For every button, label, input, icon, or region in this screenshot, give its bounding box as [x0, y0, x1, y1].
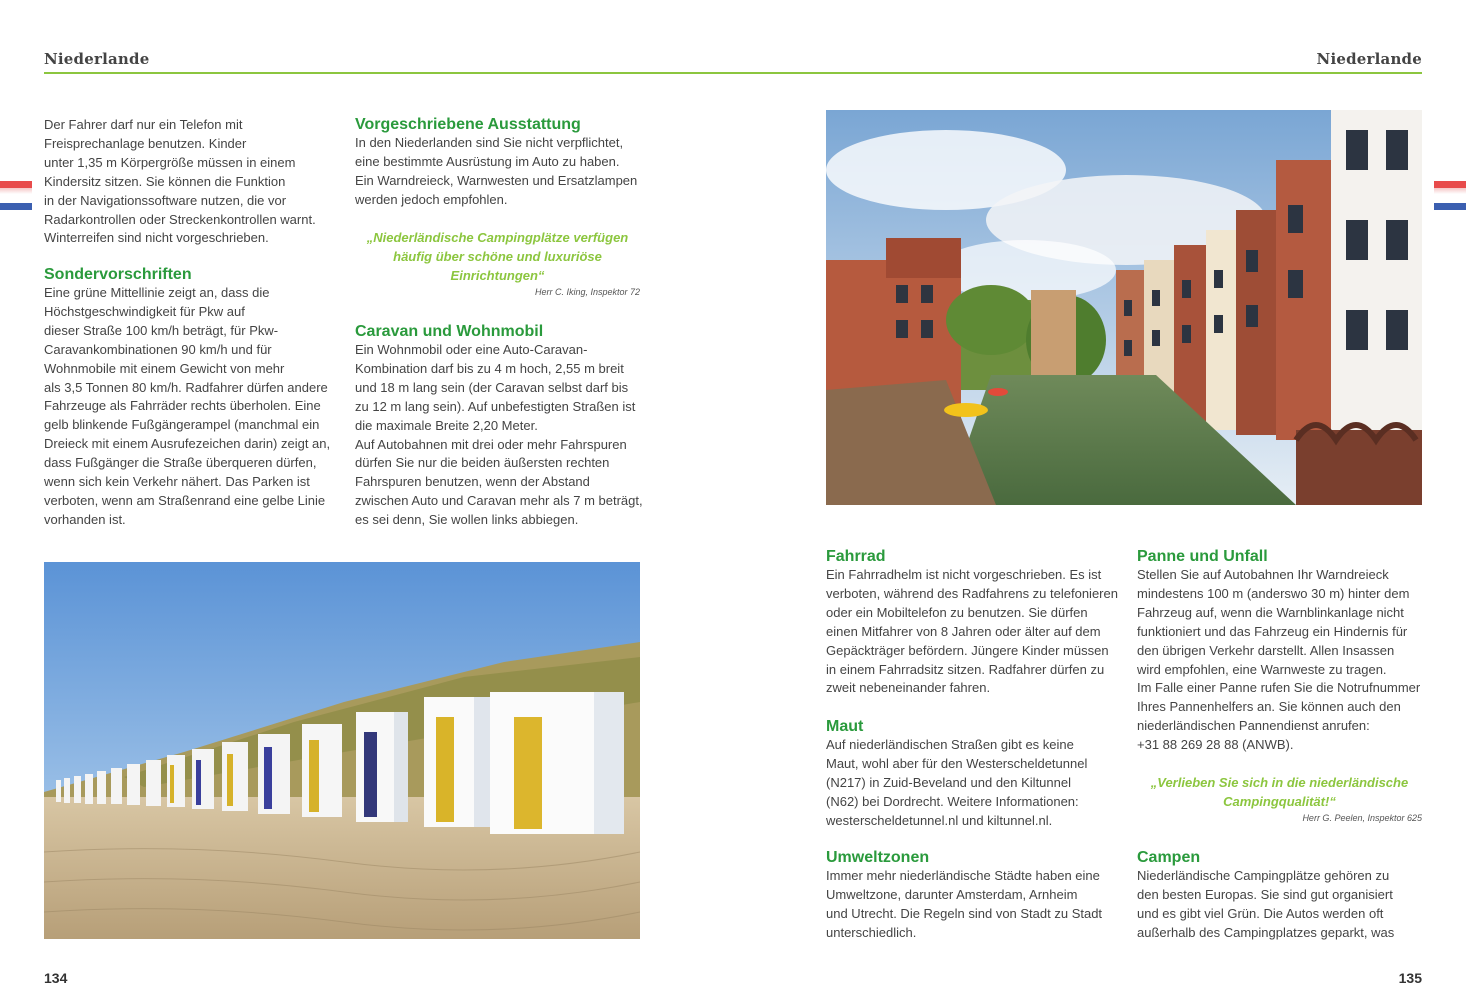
section-title: Fahrrad	[826, 548, 886, 565]
flag-stripe-blue-left	[0, 203, 32, 210]
text-line: Auf Autobahnen mit drei oder mehr Fahrspuren	[355, 436, 627, 452]
text-line: zu 12 m lang sein). Auf unbefestigten Straßen ist	[355, 398, 636, 414]
text-line: +31 88 269 28 88 (ANWB).	[1137, 737, 1294, 753]
quote-author-1: Herr C. Iking, Inspektor 72	[534, 287, 640, 297]
section-caravan	[355, 322, 645, 530]
section-umweltzonen	[826, 848, 1126, 943]
section-title: Vorgeschriebene Ausstattung	[355, 116, 581, 133]
text-line: unterschiedlich.	[826, 924, 917, 940]
text-line: wenn sich kein Verkehr nähert. Das Parken ist	[44, 474, 310, 490]
section-title: Campen	[1137, 849, 1201, 866]
text-line: Radarkontrollen oder Streckenkontrollen warnt.	[44, 211, 316, 227]
text-line: häufig über schöne und luxuriöse	[393, 248, 602, 264]
section-title: Caravan und Wohnmobil	[355, 323, 544, 340]
text-line: wird empfohlen, eine Warnweste zu tragen.	[1137, 661, 1387, 677]
text-line: „Verlieben Sie sich in die niederländische	[1150, 775, 1409, 790]
flag-stripe-red-left	[0, 181, 32, 188]
text-line: Ein Wohnmobil oder eine Auto-Caravan-	[355, 342, 588, 357]
text-line: (N217) in Zuid-Beveland und den Kiltunnel	[826, 774, 1071, 790]
text-line: Ihres Pannenhelfers an. Sie können auch den	[1137, 699, 1401, 715]
text-line: den übrigen Verkehr darstellt. Allen Insassen	[1137, 642, 1395, 658]
text-line: Im Falle einer Panne rufen Sie die Notrufnummer	[1137, 680, 1421, 696]
text-line: Einrichtungen“	[450, 267, 545, 283]
text-line: den besten Europas. Sie sind gut organisiert	[1137, 886, 1393, 902]
text-line: werden jedoch empfohlen.	[355, 191, 508, 207]
text-line: Freisprechanlage benutzen. Kinder	[44, 135, 247, 151]
text-line: in einem Fahrradsitz sitzen. Radfahrer dürfen zu	[826, 661, 1105, 677]
intro-paragraph	[44, 116, 334, 248]
header-rule-middle	[640, 72, 826, 74]
text-line: Gepäckträger befördern. Jüngere Kinder müssen	[826, 642, 1109, 658]
text-line: verboten, wenn am Straßenrand eine gelbe Linie	[44, 492, 326, 508]
text-line: westerscheldetunnel.nl und kiltunnel.nl.	[826, 812, 1053, 828]
text-line: Wohnmobile mit einem Gewicht von mehr	[44, 360, 285, 376]
text-line: Kindersitz sitzen. Sie können die Funktion	[44, 173, 286, 189]
text-line: einen Mitfahrer von 8 Jahren oder älter auf dem	[826, 623, 1101, 639]
text-line: in der Navigationssoftware nutzen, die vor	[44, 192, 287, 208]
text-line: Maut, wohl aber für den Westerscheldetunnel	[826, 755, 1088, 771]
text-line: Caravankombinationen 90 km/h und für	[44, 341, 272, 357]
section-title: Panne und Unfall	[1137, 548, 1268, 565]
text-line: Der Fahrer darf nur ein Telefon mit	[44, 117, 243, 132]
section-title: Umweltzonen	[826, 849, 930, 866]
text-line: Umweltzone, darunter Amsterdam, Arnheim	[826, 886, 1078, 902]
quote-author-2: Herr G. Peelen, Inspektor 625	[1302, 813, 1422, 823]
section-panne-unfall	[1137, 547, 1432, 755]
text-line: Ein Warndreieck, Warnwesten und Ersatzlampen	[355, 172, 638, 188]
section-title: Maut	[826, 718, 864, 735]
text-line: Stellen Sie auf Autobahnen Ihr Warndreieck	[1137, 567, 1389, 582]
text-line: Winterreifen sind nicht vorgeschrieben.	[44, 230, 269, 246]
text-line: und Utrecht. Die Regeln sind von Stadt zu Stadt	[826, 905, 1103, 921]
header-rule-left	[44, 72, 640, 74]
text-line: Kombination darf bis zu 4 m hoch, 2,55 m breit	[355, 360, 624, 376]
text-line: funktioniert und das Fahrzeug ein Hindernis für	[1137, 623, 1408, 639]
text-line: Fahrzeug auf, wenn die Warnblinkanlage nicht	[1137, 604, 1404, 620]
section-title: Sondervorschriften	[44, 266, 192, 283]
photo-beach-huts	[44, 562, 640, 939]
text-line: Fahrspuren benutzen, wenn der Abstand	[355, 474, 590, 490]
text-line: vorhanden ist.	[44, 511, 126, 527]
text-line: dass Fußgänger die Straße überqueren dürfen,	[44, 455, 317, 471]
section-sondervorschriften	[44, 265, 334, 530]
text-line: oder ein Mobiltelefon zu benutzen. Sie dürfen	[826, 604, 1088, 620]
text-line: Auf niederländischen Straßen gibt es keine	[826, 737, 1074, 752]
page-number-right: 135	[1398, 970, 1422, 986]
text-line: Fahrzeuge als Fahrräder rechts überholen. Eine	[44, 398, 321, 414]
text-line: verboten, während des Radfahrens zu telefonieren	[826, 585, 1118, 601]
text-line: zwischen Auto und Caravan mehr als 7 m beträgt,	[355, 493, 643, 509]
section-ausstattung	[355, 115, 645, 210]
section-fahrrad	[826, 547, 1126, 698]
text-line: (N62) bei Dordrecht. Weitere Informationen:	[826, 793, 1079, 809]
section-campen	[1137, 848, 1432, 943]
text-line: dürfen Sie nur die beiden äußersten rechten	[355, 455, 610, 471]
text-line: Niederländische Campingplätze gehören zu	[1137, 868, 1390, 883]
running-header-left: Niederlande	[44, 50, 150, 68]
text-line: Immer mehr niederländische Städte haben eine	[826, 868, 1100, 883]
section-maut	[826, 717, 1126, 831]
running-header-right: Niederlande	[1316, 50, 1422, 68]
text-line: und 18 m lang sein (der Caravan selbst darf bis	[355, 379, 629, 395]
text-line: Ein Fahrradhelm ist nicht vorgeschrieben. Es ist	[826, 567, 1102, 582]
photo-utrecht-canal	[826, 110, 1422, 505]
text-line: unter 1,35 m Körpergröße müssen in einem	[44, 154, 296, 170]
pull-quote-1	[355, 229, 640, 286]
text-line: Höchstgeschwindigkeit für Pkw auf	[44, 303, 245, 319]
text-line: Campingqualität!“	[1223, 793, 1336, 809]
text-line: „Niederländische Campingplätze verfügen	[366, 230, 629, 245]
pull-quote-2	[1137, 774, 1422, 812]
text-line: gelb blinkende Fußgängerampel (manchmal ein	[44, 417, 320, 433]
text-line: außerhalb des Campingplatzes geparkt, was	[1137, 924, 1395, 940]
text-line: und es gibt viel Grün. Die Autos werden oft	[1137, 905, 1384, 921]
flag-stripe-blue-right	[1434, 203, 1466, 210]
text-line: niederländischen Pannendienst anrufen:	[1137, 718, 1370, 734]
text-line: Dreieck mit einem Ausrufezeichen darin) zeigt an,	[44, 436, 331, 452]
text-line: dieser Straße 100 km/h beträgt, für Pkw-	[44, 322, 279, 338]
text-line: Eine grüne Mittellinie zeigt an, dass die	[44, 285, 270, 300]
text-line: die maximale Breite 2,20 Meter.	[355, 417, 538, 433]
text-line: mindestens 100 m (anderswo 30 m) hinter dem	[1137, 585, 1410, 601]
text-line: zweit nebeneinander fahren.	[826, 680, 991, 696]
flag-stripe-red-right	[1434, 181, 1466, 188]
text-line: es sei denn, Sie wollen links abbiegen.	[355, 512, 579, 528]
page-number-left: 134	[44, 970, 68, 986]
header-rule-right	[826, 72, 1422, 74]
text-line: In den Niederlanden sind Sie nicht verpflichtet,	[355, 135, 624, 150]
text-line: als 3,5 Tonnen 80 km/h. Radfahrer dürfen andere	[44, 379, 328, 395]
text-line: eine bestimmte Ausrüstung im Auto zu haben.	[355, 153, 620, 169]
